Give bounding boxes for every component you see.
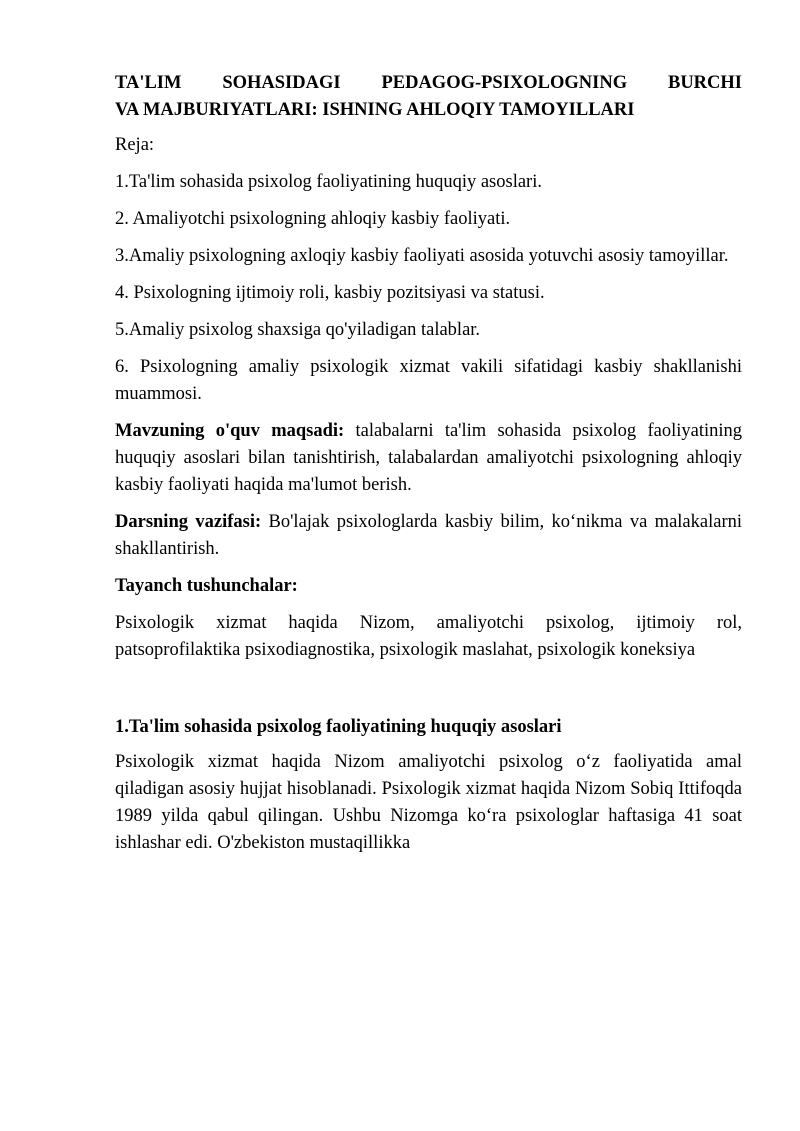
goal-paragraph xyxy=(115,418,742,499)
task-text: Bo'lajak psixologlarda kasbiy bilim, ko‘nikma va malakalarni shakllantirish. xyxy=(115,512,742,559)
title-line-1: TA'LIM SOHASIDAGI PEDAGOG-PSIXOLOGNING BURCHI xyxy=(115,73,742,93)
goal-text: talabalarni ta'lim sohasida psixolog faoliyatining huquqiy asoslari bilan tanishtirish, talabalardan amaliyotchi psixologning ahloqiy kasbiy faoliyati haqida ma'lumot berish. xyxy=(115,421,742,495)
document-page xyxy=(115,70,742,867)
spacer xyxy=(115,674,742,714)
document-title xyxy=(115,70,742,124)
title-line-2: VA MAJBURIYATLARI: ISHNING AHLOQIY TAMOYILLARI xyxy=(115,100,635,120)
plan-item-5: 5.Amaliy psixolog shaxsiga qo'yiladigan talablar. xyxy=(115,320,481,340)
plan-item-2: 2. Amaliyotchi psixologning ahloqiy kasbiy faoliyati. xyxy=(115,209,511,229)
section-1-heading: 1.Ta'lim sohasida psixolog faoliyatining huquqiy asoslari xyxy=(115,717,562,737)
goal-label: Mavzuning o'quv maqsadi: xyxy=(115,421,345,441)
task-label: Darsning vazifasi: xyxy=(115,512,262,532)
task-paragraph xyxy=(115,509,742,563)
plan-item-3: 3.Amaliy psixologning axloqiy kasbiy faoliyati asosida yotuvchi asosiy tamoyillar. xyxy=(115,246,729,266)
section-1-text: Psixologik xizmat haqida Nizom amaliyotchi psixolog o‘z faoliyatida amal qiladigan asosiy hujjat hisoblanadi. Psixologik xizmat haqida Nizom Sobiq Ittifoqda 1989 yilda qabul qilingan. Ushbu Nizomga ko‘ra psixologlar haftasiga 41 soat ishlashar edi. O'zbekiston mustaqillikka xyxy=(115,752,742,853)
plan-label: Reja: xyxy=(115,135,155,155)
plan-item-1: 1.Ta'lim sohasida psixolog faoliyatining huquqiy asoslari. xyxy=(115,172,542,192)
concepts-text: Psixologik xizmat haqida Nizom, amaliyotchi psixolog, ijtimoiy rol, patsoprofilaktika psixodiagnostika, psixologik maslahat, psixologik koneksiya xyxy=(115,613,742,660)
plan-item-4: 4. Psixologning ijtimoiy roli, kasbiy pozitsiyasi va statusi. xyxy=(115,283,545,303)
plan-item-6: 6. Psixologning amaliy psixologik xizmat vakili sifatidagi kasbiy shakllanishi muammosi. xyxy=(115,357,742,404)
concepts-label: Tayanch tushunchalar: xyxy=(115,576,298,596)
